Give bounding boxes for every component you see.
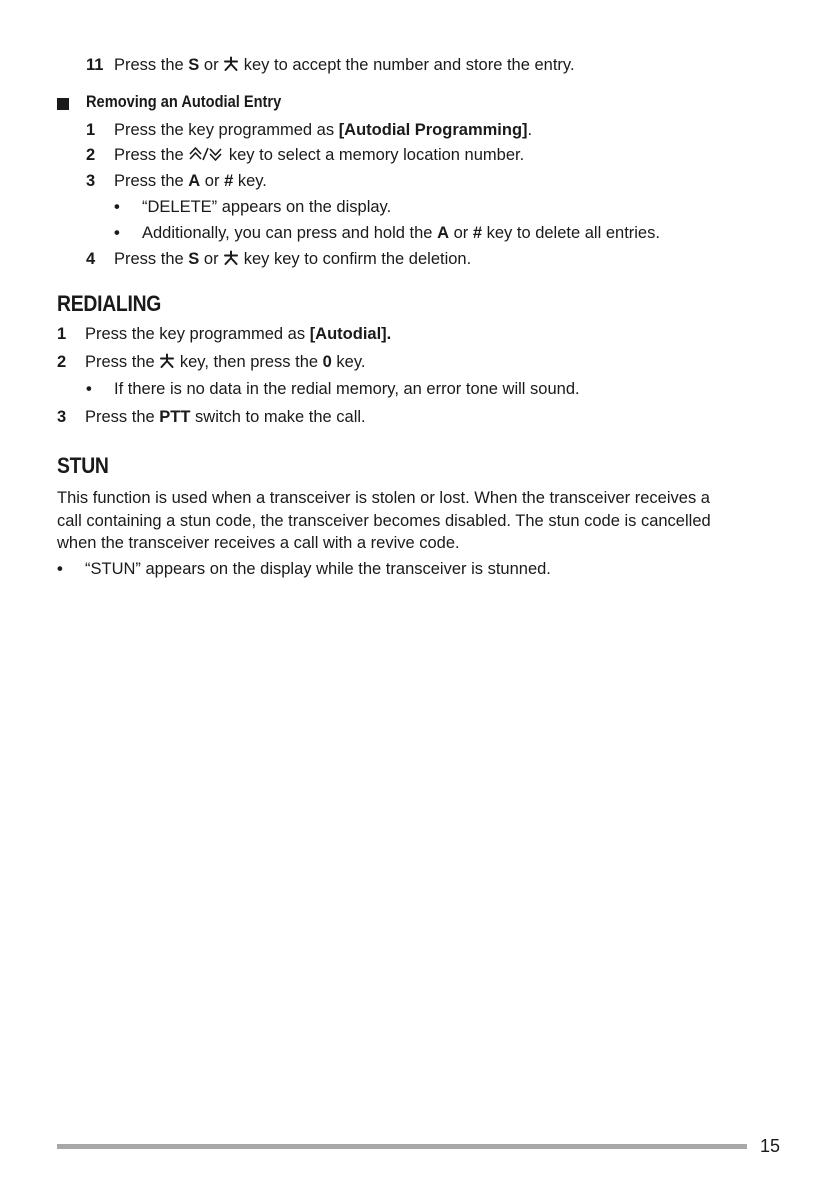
paragraph-line: This function is used when a transceiver is stolen or lost. When the transceiver receives a	[57, 489, 710, 507]
section-square-marker	[57, 98, 69, 110]
step-number: 11	[86, 56, 104, 74]
step-number: 1	[86, 121, 96, 139]
bullet-text: Additionally, you can press and hold the A or # key to delete all entries.	[142, 224, 660, 242]
bullet-text: If there is no data in the redial memory, an error tone will sound.	[114, 380, 580, 398]
step-text: Press the key programmed as [Autodial].	[85, 325, 392, 343]
section-title-redialing: REDIALING	[57, 291, 162, 316]
step-text: Press the S or key key to confirm the deletion.	[114, 250, 472, 268]
asterisk-key-icon	[223, 250, 239, 266]
bullet: •	[114, 224, 120, 242]
up-down-key-icon	[188, 146, 224, 162]
bullet: •	[114, 198, 120, 216]
step-text: Press the S or key to accept the number and store the entry.	[114, 56, 575, 74]
asterisk-key-icon	[159, 353, 175, 369]
page-number: 15	[760, 1136, 781, 1156]
bullet: •	[57, 560, 63, 578]
step-number: 3	[57, 408, 67, 426]
paragraph-line: when the transceiver receives a call with a revive code.	[57, 534, 460, 552]
step-number: 2	[86, 146, 96, 164]
paragraph-line: call containing a stun code, the transceiver becomes disabled. The stun code is cancelled	[57, 512, 711, 530]
bullet-text: “STUN” appears on the display while the transceiver is stunned.	[85, 560, 551, 578]
step-number: 2	[57, 353, 67, 371]
step-number: 4	[86, 250, 96, 268]
step-text: Press the key programmed as [Autodial Programming].	[114, 121, 533, 139]
step-text: Press the key, then press the 0 key.	[85, 353, 366, 371]
step-text: Press the key to select a memory location number.	[114, 146, 525, 164]
step-text: Press the PTT switch to make the call.	[85, 408, 366, 426]
bullet-text: “DELETE” appears on the display.	[142, 198, 392, 216]
step-number: 3	[86, 172, 96, 190]
step-number: 1	[57, 325, 67, 343]
section-title-stun: STUN	[57, 453, 109, 478]
step-text: Press the A or # key.	[114, 172, 267, 190]
asterisk-key-icon	[223, 56, 239, 72]
subsection-title: Removing an Autodial Entry	[86, 92, 282, 111]
footer-rule	[57, 1144, 747, 1149]
bullet: •	[86, 380, 92, 398]
